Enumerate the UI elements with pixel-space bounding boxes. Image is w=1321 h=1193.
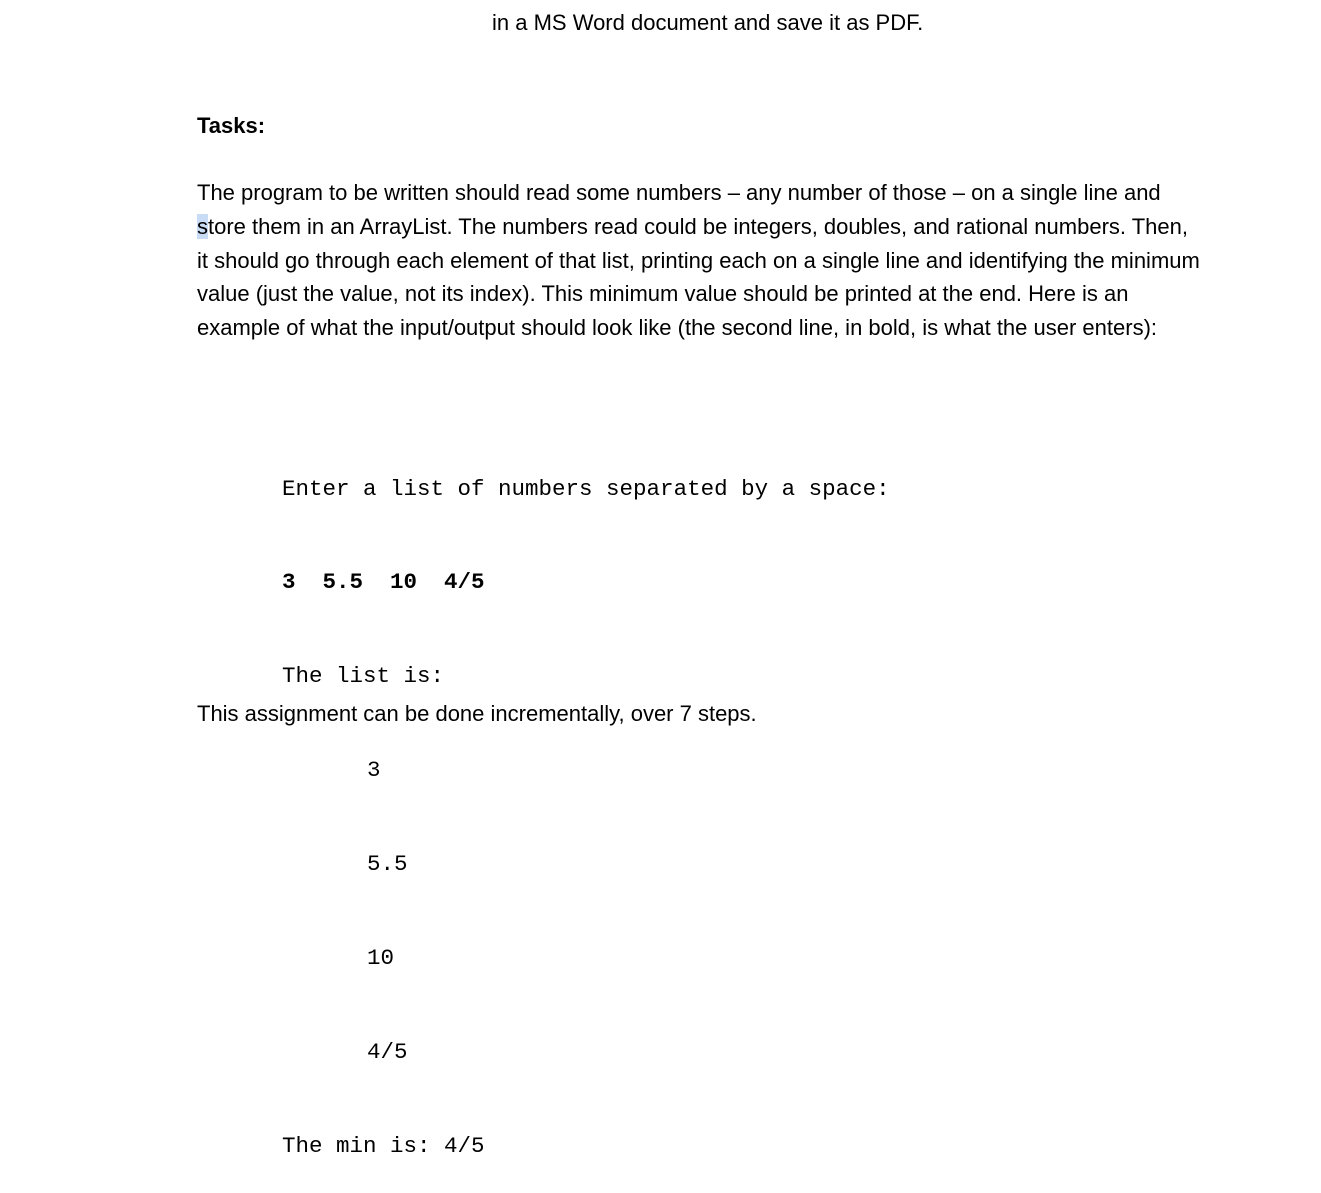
- footer-note: This assignment can be done incrementally, over 7 steps.: [197, 701, 757, 726]
- example-list-item: 3: [367, 757, 381, 784]
- task-description: [197, 176, 1202, 345]
- clipped-previous-line: [0, 0, 1321, 2]
- example-user-input: 3 5.5 10 4/5: [282, 569, 485, 596]
- example-io-block: [282, 411, 890, 1193]
- example-list-item: 5.5: [367, 851, 408, 878]
- paragraph-text-end: tore them in an ArrayList. The numbers read could be integers, doubles, and rational numbers. Then, it should go through each element of that list, printing each on a single line and identifying the minimum value (just the value, not its index). This minimum value should be printed at the end. Here is an example of what the input/output should look like (the second line, in bold, is what the user enters):: [197, 213, 1200, 341]
- intro-line: in a MS Word document and save it as PDF.: [492, 10, 924, 35]
- example-min-line: The min is: 4/5: [282, 1132, 485, 1159]
- paragraph-text-start: The program to be written should read some numbers – any number of those – on a single line and: [197, 180, 1161, 205]
- example-prompt: Enter a list of numbers separated by a space:: [282, 475, 890, 502]
- text-selection-highlight: s: [197, 213, 208, 239]
- example-list-item: 10: [367, 945, 395, 972]
- example-list-label: The list is:: [282, 663, 445, 690]
- tasks-heading: Tasks:: [197, 113, 266, 138]
- example-list-item: 4/5: [367, 1038, 408, 1065]
